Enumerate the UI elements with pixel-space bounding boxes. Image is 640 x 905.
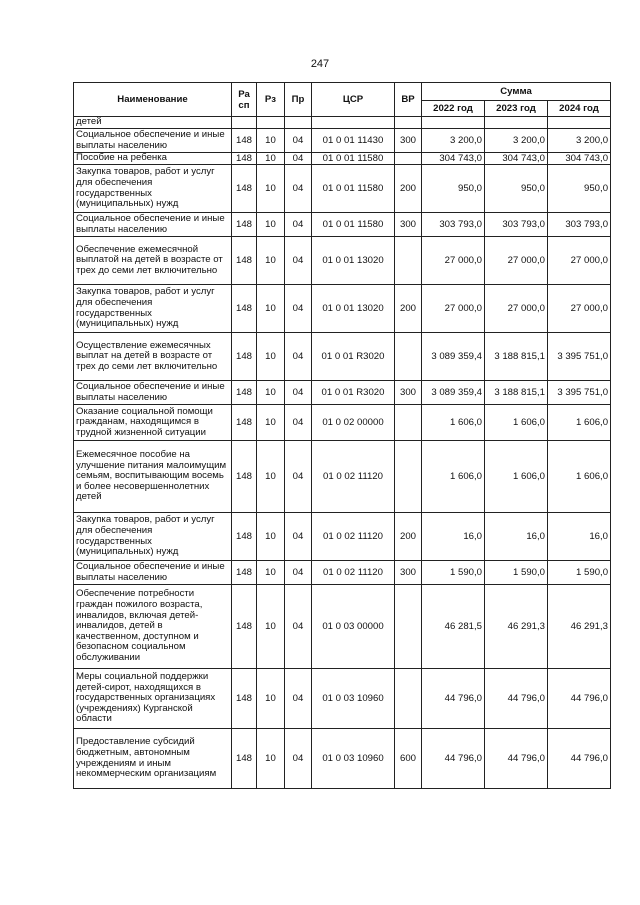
cell-amount-2023: 3 188 815,1 bbox=[485, 333, 548, 381]
cell-amount-2023: 46 291,3 bbox=[485, 585, 548, 669]
header-rasp: Ра сп bbox=[232, 83, 257, 117]
cell-name: детей bbox=[74, 117, 232, 129]
cell-name: Оказание социальной помощи гражданам, находящимся в трудной жизненной ситуации bbox=[74, 405, 232, 441]
cell-rz: 10 bbox=[257, 585, 285, 669]
cell-vr: 300 bbox=[395, 381, 422, 405]
cell-amount-2023: 1 606,0 bbox=[485, 405, 548, 441]
cell-amount-2023: 27 000,0 bbox=[485, 285, 548, 333]
cell-csr: 01 0 02 11120 bbox=[312, 561, 395, 585]
cell-amount-2022: 44 796,0 bbox=[422, 669, 485, 729]
cell-vr: 200 bbox=[395, 165, 422, 213]
cell-rz: 10 bbox=[257, 165, 285, 213]
table-row bbox=[74, 405, 611, 441]
cell-csr bbox=[312, 117, 395, 129]
cell-csr: 01 0 01 13020 bbox=[312, 285, 395, 333]
cell-pr bbox=[285, 117, 312, 129]
cell-amount-2023: 303 793,0 bbox=[485, 213, 548, 237]
cell-amount-2024: 1 590,0 bbox=[548, 561, 611, 585]
cell-amount-2022: 27 000,0 bbox=[422, 285, 485, 333]
cell-csr: 01 0 01 11580 bbox=[312, 165, 395, 213]
cell-amount-2022: 16,0 bbox=[422, 513, 485, 561]
cell-name: Обеспечение ежемесячной выплатой на детей в возрасте от трех до семи лет включительно bbox=[74, 237, 232, 285]
cell-rz: 10 bbox=[257, 441, 285, 513]
cell-csr: 01 0 02 00000 bbox=[312, 405, 395, 441]
cell-amount-2024: 44 796,0 bbox=[548, 669, 611, 729]
table-body bbox=[74, 117, 611, 789]
cell-pr: 04 bbox=[285, 585, 312, 669]
cell-amount-2024: 304 743,0 bbox=[548, 153, 611, 165]
cell-amount-2024: 3 395 751,0 bbox=[548, 381, 611, 405]
header-name: Наименование bbox=[74, 83, 232, 117]
cell-vr bbox=[395, 237, 422, 285]
cell-rasp: 148 bbox=[232, 513, 257, 561]
cell-rz: 10 bbox=[257, 333, 285, 381]
cell-rasp bbox=[232, 117, 257, 129]
table-row bbox=[74, 237, 611, 285]
cell-rz: 10 bbox=[257, 153, 285, 165]
cell-rasp: 148 bbox=[232, 561, 257, 585]
table-row bbox=[74, 441, 611, 513]
cell-amount-2022: 1 606,0 bbox=[422, 441, 485, 513]
cell-amount-2024: 1 606,0 bbox=[548, 441, 611, 513]
header-csr: ЦСР bbox=[312, 83, 395, 117]
cell-amount-2022: 950,0 bbox=[422, 165, 485, 213]
cell-pr: 04 bbox=[285, 153, 312, 165]
cell-csr: 01 0 03 10960 bbox=[312, 669, 395, 729]
cell-vr: 200 bbox=[395, 285, 422, 333]
cell-amount-2024: 3 395 751,0 bbox=[548, 333, 611, 381]
cell-name: Обеспечение потребности граждан пожилого возраста, инвалидов, включая детей-инвалидов, детей в качественном, доступном и безопасном социальном обслуживании bbox=[74, 585, 232, 669]
cell-name: Социальное обеспечение и иные выплаты населению bbox=[74, 381, 232, 405]
cell-amount-2024: 950,0 bbox=[548, 165, 611, 213]
cell-vr bbox=[395, 333, 422, 381]
table-row bbox=[74, 333, 611, 381]
cell-amount-2024: 303 793,0 bbox=[548, 213, 611, 237]
budget-table bbox=[73, 82, 611, 789]
cell-amount-2023: 950,0 bbox=[485, 165, 548, 213]
cell-amount-2023: 27 000,0 bbox=[485, 237, 548, 285]
header-pr: Пр bbox=[285, 83, 312, 117]
cell-amount-2022: 304 743,0 bbox=[422, 153, 485, 165]
cell-vr bbox=[395, 669, 422, 729]
cell-pr: 04 bbox=[285, 729, 312, 789]
cell-amount-2024: 1 606,0 bbox=[548, 405, 611, 441]
cell-amount-2022: 3 200,0 bbox=[422, 129, 485, 153]
table-row bbox=[74, 669, 611, 729]
cell-csr: 01 0 01 11580 bbox=[312, 153, 395, 165]
cell-amount-2022: 44 796,0 bbox=[422, 729, 485, 789]
cell-csr: 01 0 02 11120 bbox=[312, 513, 395, 561]
cell-vr: 300 bbox=[395, 561, 422, 585]
cell-amount-2024: 27 000,0 bbox=[548, 285, 611, 333]
table-row bbox=[74, 513, 611, 561]
cell-rz: 10 bbox=[257, 513, 285, 561]
cell-amount-2022: 1 606,0 bbox=[422, 405, 485, 441]
cell-vr: 300 bbox=[395, 129, 422, 153]
cell-vr bbox=[395, 441, 422, 513]
cell-amount-2023: 3 188 815,1 bbox=[485, 381, 548, 405]
cell-rasp: 148 bbox=[232, 285, 257, 333]
cell-rasp: 148 bbox=[232, 153, 257, 165]
cell-vr bbox=[395, 153, 422, 165]
cell-amount-2023: 304 743,0 bbox=[485, 153, 548, 165]
cell-vr: 200 bbox=[395, 513, 422, 561]
cell-amount-2023: 3 200,0 bbox=[485, 129, 548, 153]
cell-amount-2022: 303 793,0 bbox=[422, 213, 485, 237]
header-sum: Сумма bbox=[422, 83, 611, 101]
page-number: 247 bbox=[310, 58, 330, 70]
cell-name: Закупка товаров, работ и услуг для обеспечения государственных (муниципальных) нужд bbox=[74, 285, 232, 333]
cell-name: Предоставление субсидий бюджетным, автономным учреждениям и иным некоммерческим организациям bbox=[74, 729, 232, 789]
cell-name: Социальное обеспечение и иные выплаты населению bbox=[74, 561, 232, 585]
cell-pr: 04 bbox=[285, 405, 312, 441]
cell-amount-2022: 3 089 359,4 bbox=[422, 333, 485, 381]
cell-rasp: 148 bbox=[232, 585, 257, 669]
cell-rz bbox=[257, 117, 285, 129]
cell-amount-2023: 44 796,0 bbox=[485, 729, 548, 789]
cell-csr: 01 0 02 11120 bbox=[312, 441, 395, 513]
cell-rasp: 148 bbox=[232, 729, 257, 789]
cell-csr: 01 0 01 R3020 bbox=[312, 381, 395, 405]
cell-amount-2022: 46 281,5 bbox=[422, 585, 485, 669]
cell-rasp: 148 bbox=[232, 669, 257, 729]
cell-csr: 01 0 01 13020 bbox=[312, 237, 395, 285]
header-vr: ВР bbox=[395, 83, 422, 117]
cell-amount-2022 bbox=[422, 117, 485, 129]
cell-rz: 10 bbox=[257, 561, 285, 585]
header-year-2022: 2022 год bbox=[422, 101, 485, 117]
table-row bbox=[74, 153, 611, 165]
cell-name: Ежемесячное пособие на улучшение питания малоимущим семьям, воспитывающим восемь и более несовершеннолетних детей bbox=[74, 441, 232, 513]
cell-name: Осуществление ежемесячных выплат на детей в возрасте от трех до семи лет включительно bbox=[74, 333, 232, 381]
cell-amount-2024 bbox=[548, 117, 611, 129]
cell-pr: 04 bbox=[285, 669, 312, 729]
cell-name: Закупка товаров, работ и услуг для обеспечения государственных (муниципальных) нужд bbox=[74, 513, 232, 561]
cell-pr: 04 bbox=[285, 381, 312, 405]
cell-rz: 10 bbox=[257, 285, 285, 333]
cell-name: Социальное обеспечение и иные выплаты населению bbox=[74, 213, 232, 237]
header-rz: Рз bbox=[257, 83, 285, 117]
cell-pr: 04 bbox=[285, 129, 312, 153]
cell-csr: 01 0 01 R3020 bbox=[312, 333, 395, 381]
cell-pr: 04 bbox=[285, 513, 312, 561]
header-year-2024: 2024 год bbox=[548, 101, 611, 117]
cell-rz: 10 bbox=[257, 669, 285, 729]
cell-rz: 10 bbox=[257, 129, 285, 153]
cell-amount-2024: 27 000,0 bbox=[548, 237, 611, 285]
cell-amount-2024: 3 200,0 bbox=[548, 129, 611, 153]
cell-amount-2023 bbox=[485, 117, 548, 129]
cell-rasp: 148 bbox=[232, 441, 257, 513]
cell-name: Меры социальной поддержки детей-сирот, находящихся в государственных организациях (учреждениях) Курганской области bbox=[74, 669, 232, 729]
cell-rz: 10 bbox=[257, 729, 285, 789]
cell-pr: 04 bbox=[285, 237, 312, 285]
cell-vr: 600 bbox=[395, 729, 422, 789]
table-row bbox=[74, 285, 611, 333]
cell-csr: 01 0 01 11580 bbox=[312, 213, 395, 237]
table-row bbox=[74, 117, 611, 129]
cell-rz: 10 bbox=[257, 405, 285, 441]
cell-amount-2023: 1 606,0 bbox=[485, 441, 548, 513]
cell-rasp: 148 bbox=[232, 165, 257, 213]
table-row bbox=[74, 585, 611, 669]
table-row bbox=[74, 381, 611, 405]
cell-pr: 04 bbox=[285, 285, 312, 333]
table-row bbox=[74, 129, 611, 153]
cell-vr: 300 bbox=[395, 213, 422, 237]
cell-rasp: 148 bbox=[232, 213, 257, 237]
table-row bbox=[74, 165, 611, 213]
cell-rz: 10 bbox=[257, 381, 285, 405]
cell-amount-2024: 44 796,0 bbox=[548, 729, 611, 789]
cell-rz: 10 bbox=[257, 213, 285, 237]
cell-csr: 01 0 03 10960 bbox=[312, 729, 395, 789]
cell-pr: 04 bbox=[285, 165, 312, 213]
cell-amount-2022: 1 590,0 bbox=[422, 561, 485, 585]
cell-vr bbox=[395, 585, 422, 669]
table-row bbox=[74, 561, 611, 585]
cell-pr: 04 bbox=[285, 561, 312, 585]
cell-name: Закупка товаров, работ и услуг для обеспечения государственных (муниципальных) нужд bbox=[74, 165, 232, 213]
cell-amount-2023: 16,0 bbox=[485, 513, 548, 561]
cell-rasp: 148 bbox=[232, 129, 257, 153]
cell-name: Социальное обеспечение и иные выплаты населению bbox=[74, 129, 232, 153]
cell-amount-2022: 27 000,0 bbox=[422, 237, 485, 285]
cell-rasp: 148 bbox=[232, 381, 257, 405]
cell-amount-2024: 16,0 bbox=[548, 513, 611, 561]
cell-amount-2023: 44 796,0 bbox=[485, 669, 548, 729]
cell-csr: 01 0 03 00000 bbox=[312, 585, 395, 669]
cell-rasp: 148 bbox=[232, 333, 257, 381]
cell-rasp: 148 bbox=[232, 405, 257, 441]
cell-vr bbox=[395, 405, 422, 441]
cell-vr bbox=[395, 117, 422, 129]
cell-pr: 04 bbox=[285, 333, 312, 381]
cell-rz: 10 bbox=[257, 237, 285, 285]
table-row bbox=[74, 213, 611, 237]
cell-amount-2022: 3 089 359,4 bbox=[422, 381, 485, 405]
table-row bbox=[74, 729, 611, 789]
cell-amount-2023: 1 590,0 bbox=[485, 561, 548, 585]
cell-amount-2024: 46 291,3 bbox=[548, 585, 611, 669]
header-year-2023: 2023 год bbox=[485, 101, 548, 117]
cell-name: Пособие на ребенка bbox=[74, 153, 232, 165]
cell-csr: 01 0 01 11430 bbox=[312, 129, 395, 153]
cell-rasp: 148 bbox=[232, 237, 257, 285]
cell-pr: 04 bbox=[285, 213, 312, 237]
cell-pr: 04 bbox=[285, 441, 312, 513]
